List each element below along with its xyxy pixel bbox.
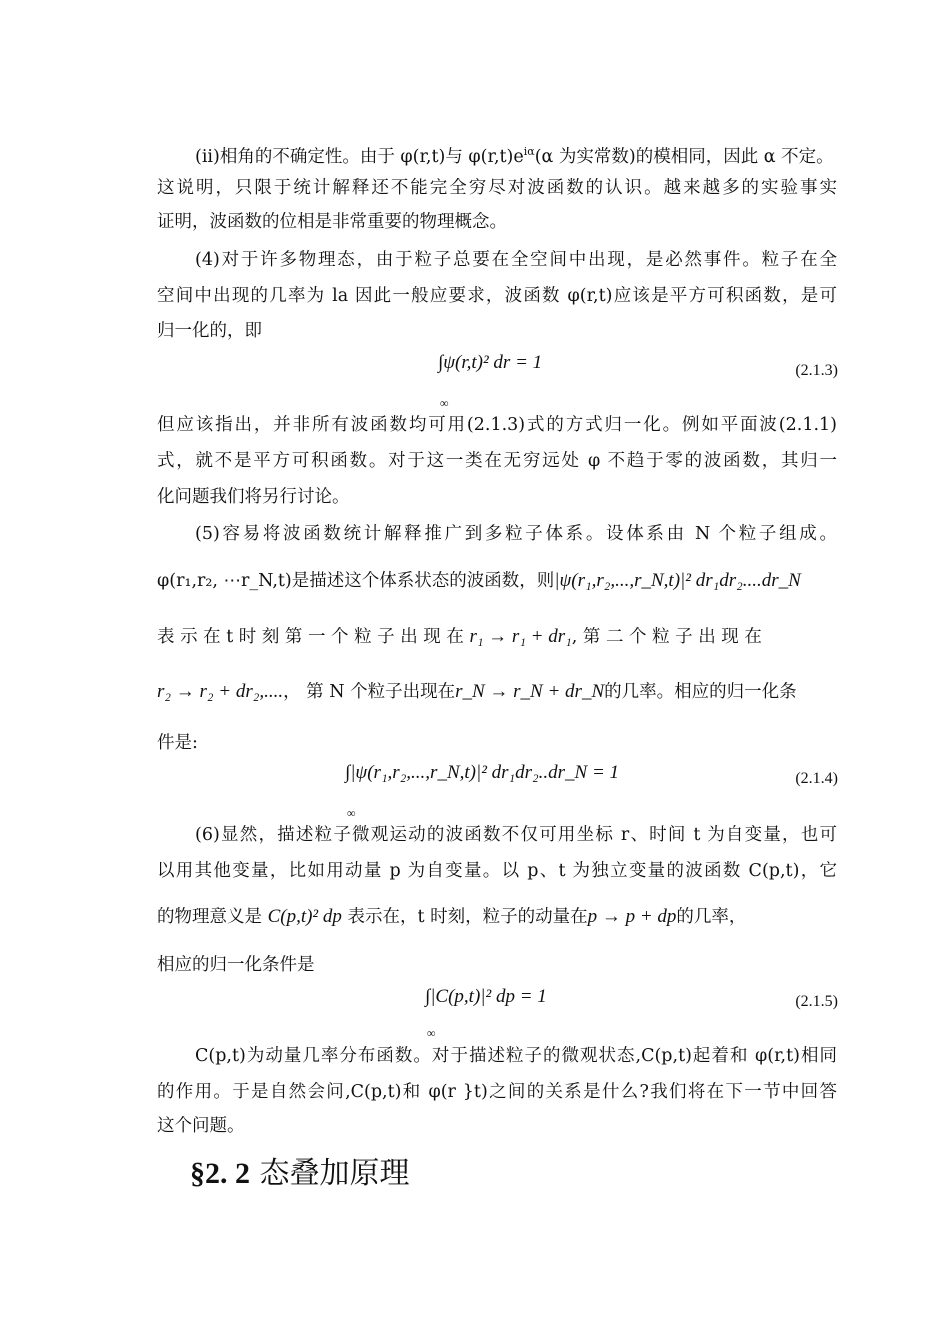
inline-formula: r₂ → r₂ + dr₂,.... [157,681,284,702]
inline-formula: r₁ → r₁ + dr₁ [469,626,572,647]
integral-limit: ∞ [440,396,449,410]
paragraph-4-line-2: 空间中出现的几率为 la 因此一般应要求，波函数 φ(r,t)应该是平方可积函数，是可 [157,286,837,306]
paragraph-momentum-line-1: C(p,t)为动量几率分布函数。对于描述粒子的微观状态,C(p,t)起着和 φ(r,t)相同 [195,1046,837,1066]
section-number: §2. 2 [190,1157,250,1190]
paragraph-normalization-line-3: 化问题我们将另行讨论。 [157,487,350,507]
equation-2-1-5: ∫|C(p,t)|² dp = 1 [425,986,547,1007]
paragraph-normalization-line-1: 但应该指出，并非所有波函数均可用(2.1.3)式的方式归一化。例如平面波(2.1.1) [157,415,837,435]
inline-formula: C(p,t)² dp [267,906,342,927]
text: (α 为实常数)的模相同，因此 α 不定。 [534,146,834,167]
paragraph-5-line-2 [157,566,837,596]
text: 的物理意义是 [157,907,262,927]
paragraph-5-line-3 [157,622,837,652]
text: ， 第 N 个粒子出现在 [283,682,456,702]
paragraph-6-line-3 [157,902,837,932]
paragraph-phase-line-3: 证明，波函数的位相是非常重要的物理概念。 [157,212,507,232]
paragraph-normalization-line-2: 式，就不是平方可积函数。对于这一类在无穷远处 φ 不趋于零的波函数，其归一 [157,451,837,471]
inline-formula: r_N → r_N + dr_N [455,681,605,702]
text: , 第 二 个 粒 子 出 现 在 [571,627,762,647]
paragraph-momentum-line-3: 这个问题。 [157,1116,245,1136]
integral-limit: ∞ [427,1026,436,1040]
superscript: iα [523,145,535,158]
paragraph-5-line-1: (5)容易将波函数统计解释推广到多粒子体系。设体系由 N 个粒子组成。 [195,524,837,544]
equation-number-2-1-3: (2.1.3) [795,362,838,379]
text: (ii)相角的不确定性。由于 φ(r,t)与 φ(r,t)e [195,146,524,167]
paragraph-6-line-4: 相应的归一化条件是 [157,955,315,975]
text: 的几率， [676,907,747,927]
paragraph-5-line-5: 件是: [157,733,198,753]
inline-formula: |ψ(r₁,r₂,...,r_N,t)|² dr₁dr₂....dr_N [554,570,801,591]
paragraph-4-line-1: (4)对于许多物理态，由于粒子总要在全空间中出现，是必然事件。粒子在全 [195,250,837,270]
paragraph-momentum-line-2: 的作用。于是自然会问,C(p,t)和 φ(r }t)之间的关系是什么?我们将在下一节中回答 [157,1082,837,1102]
text: 表 示 在 t 时 刻 第 一 个 粒 子 出 现 在 [157,627,464,647]
integral-limit: ∞ [347,806,356,820]
section-title: 态叠加原理 [259,1156,410,1191]
paragraph-6-line-2: 以用其他变量，比如用动量 p 为自变量。以 p、t 为独立变量的波函数 C(p,t)，它 [157,861,837,881]
inline-formula: p → p + dp [587,906,677,927]
equation-2-1-4: ∫|ψ(r₁,r₂,...,r_N,t)|² dr₁dr₂..dr_N = 1 [345,762,620,783]
paragraph-5-line-4 [157,677,837,707]
text: 表示在，t 时刻，粒子的动量在 [347,907,588,927]
equation-number-2-1-5: (2.1.5) [795,993,838,1010]
paragraph-phase-line-1 [195,137,837,172]
paragraph-phase-line-2: 这说明，只限于统计解释还不能完全穷尽对波函数的认识。越来越多的实验事实 [157,178,837,198]
equation-number-2-1-4: (2.1.4) [795,770,838,787]
paragraph-4-line-3: 归一化的，即 [157,321,262,341]
section-heading [190,1148,410,1192]
equation-2-1-3: ∫ψ(r,t)² dr = 1 [438,352,543,373]
text: 的几率。相应的归一化条 [604,682,797,702]
text: φ(r₁,r₂, ⋯r_N,t)是描述这个体系状态的波函数，则 [157,571,555,591]
paragraph-6-line-1: (6)显然，描述粒子微观运动的波函数不仅可用坐标 r、时间 t 为自变量，也可 [195,825,837,845]
